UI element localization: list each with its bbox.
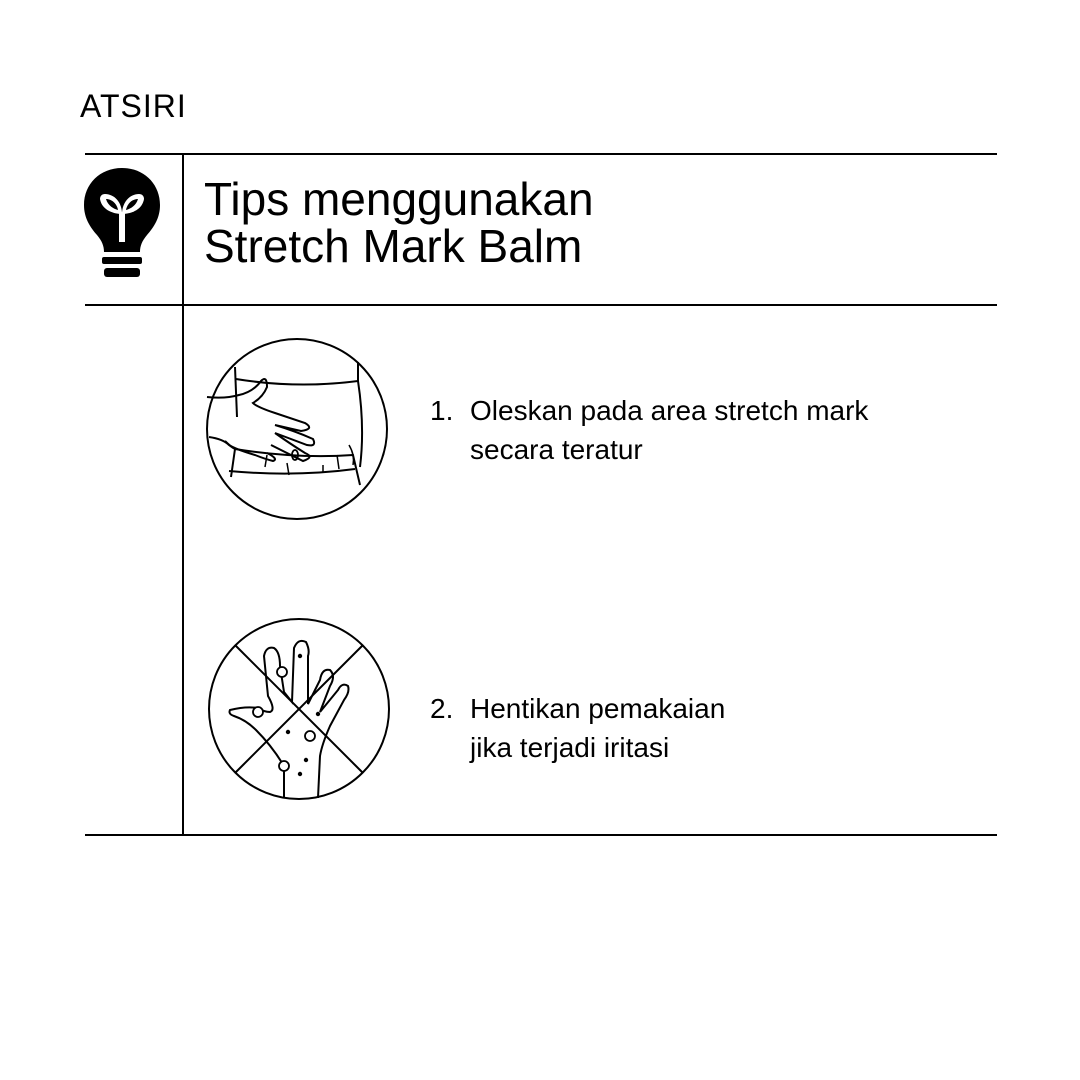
page-title <box>204 173 594 272</box>
column-divider <box>182 154 184 836</box>
tip-text-line-2: jika terjadi iritasi <box>470 732 670 763</box>
no-irritated-hand-icon <box>206 616 392 802</box>
tip-number: 2. <box>430 693 454 724</box>
title-line-1: Tips menggunakan <box>204 173 594 225</box>
lightbulb-sprout-icon <box>82 166 162 281</box>
tip-text-line-2: secara teratur <box>470 434 643 465</box>
bottom-divider <box>85 834 997 836</box>
header-divider <box>85 304 997 306</box>
brand-logo: ATSIRI <box>80 88 187 124</box>
title-line-2: Stretch Mark Balm <box>204 220 583 272</box>
tip-number: 1. <box>430 395 454 426</box>
tip-text-line-1: Oleskan pada area stretch mark <box>470 395 869 426</box>
top-divider <box>85 153 997 155</box>
tip-item-1 <box>430 391 868 469</box>
tip-item-2 <box>430 689 725 767</box>
hand-on-belly-icon <box>205 337 391 523</box>
tip-text-line-1: Hentikan pemakaian <box>470 693 726 724</box>
